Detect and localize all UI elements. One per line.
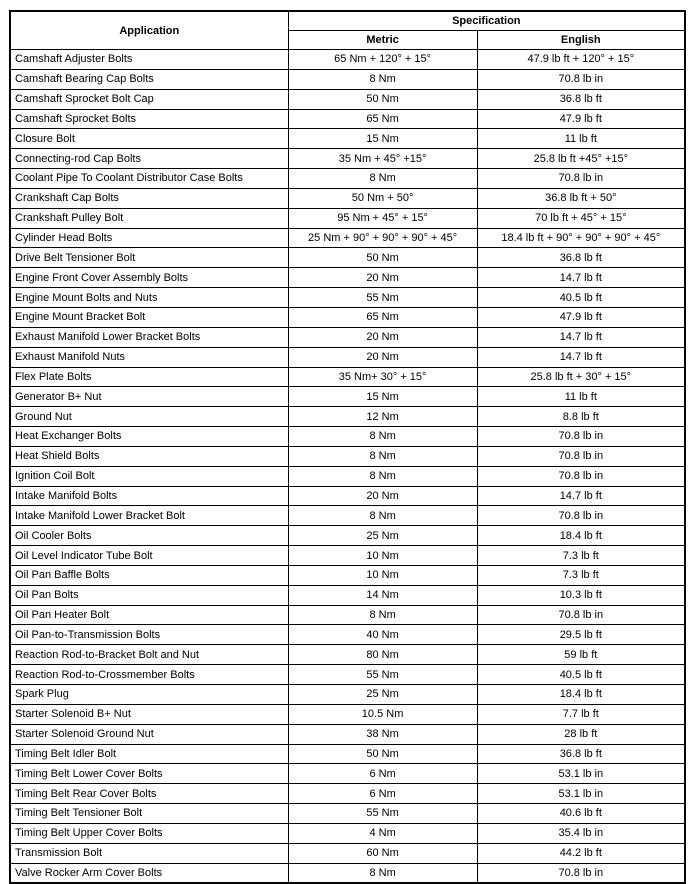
application-cell: Engine Front Cover Assembly Bolts <box>10 268 288 288</box>
table-row <box>10 427 685 447</box>
table-row <box>10 347 685 367</box>
column-header-specification: Specification <box>288 11 685 31</box>
metric-value-cell: 60 Nm <box>288 843 477 863</box>
english-value-cell: 25.8 lb ft + 30° + 15° <box>477 367 685 387</box>
metric-value-cell: 80 Nm <box>288 645 477 665</box>
table-row <box>10 526 685 546</box>
table-row <box>10 208 685 228</box>
english-value-cell: 14.7 lb ft <box>477 347 685 367</box>
english-value-cell: 70.8 lb in <box>477 605 685 625</box>
table-row <box>10 546 685 566</box>
metric-value-cell: 50 Nm <box>288 248 477 268</box>
metric-value-cell: 8 Nm <box>288 427 477 447</box>
english-value-cell: 70.8 lb in <box>477 427 685 447</box>
application-cell: Crankshaft Cap Bolts <box>10 188 288 208</box>
application-cell: Ignition Coil Bolt <box>10 466 288 486</box>
application-cell: Oil Pan Baffle Bolts <box>10 565 288 585</box>
application-cell: Reaction Rod-to-Bracket Bolt and Nut <box>10 645 288 665</box>
table-row <box>10 506 685 526</box>
torque-spec-table <box>9 10 686 884</box>
english-value-cell: 70.8 lb in <box>477 466 685 486</box>
metric-value-cell: 8 Nm <box>288 863 477 883</box>
application-cell: Camshaft Adjuster Bolts <box>10 50 288 70</box>
table-row <box>10 863 685 883</box>
english-value-cell: 70.8 lb in <box>477 169 685 189</box>
english-value-cell: 59 lb ft <box>477 645 685 665</box>
english-value-cell: 70.8 lb in <box>477 446 685 466</box>
table-row <box>10 625 685 645</box>
metric-value-cell: 8 Nm <box>288 446 477 466</box>
metric-value-cell: 8 Nm <box>288 169 477 189</box>
application-cell: Exhaust Manifold Lower Bracket Bolts <box>10 327 288 347</box>
application-cell: Oil Level Indicator Tube Bolt <box>10 546 288 566</box>
metric-value-cell: 4 Nm <box>288 823 477 843</box>
english-value-cell: 14.7 lb ft <box>477 268 685 288</box>
application-cell: Timing Belt Idler Bolt <box>10 744 288 764</box>
application-cell: Intake Manifold Bolts <box>10 486 288 506</box>
metric-value-cell: 8 Nm <box>288 69 477 89</box>
application-cell: Valve Rocker Arm Cover Bolts <box>10 863 288 883</box>
metric-value-cell: 12 Nm <box>288 407 477 427</box>
english-value-cell: 44.2 lb ft <box>477 843 685 863</box>
metric-value-cell: 55 Nm <box>288 288 477 308</box>
metric-value-cell: 35 Nm + 45° +15° <box>288 149 477 169</box>
english-value-cell: 7.3 lb ft <box>477 565 685 585</box>
table-row <box>10 605 685 625</box>
metric-value-cell: 8 Nm <box>288 466 477 486</box>
table-row <box>10 764 685 784</box>
english-value-cell: 29.5 lb ft <box>477 625 685 645</box>
column-header-metric: Metric <box>288 31 477 50</box>
metric-value-cell: 20 Nm <box>288 347 477 367</box>
application-cell: Reaction Rod-to-Crossmember Bolts <box>10 665 288 685</box>
application-cell: Drive Belt Tensioner Bolt <box>10 248 288 268</box>
application-cell: Generator B+ Nut <box>10 387 288 407</box>
application-cell: Crankshaft Pulley Bolt <box>10 208 288 228</box>
application-cell: Spark Plug <box>10 685 288 705</box>
table-row <box>10 585 685 605</box>
application-cell: Starter Solenoid Ground Nut <box>10 724 288 744</box>
metric-value-cell: 95 Nm + 45° + 15° <box>288 208 477 228</box>
english-value-cell: 7.7 lb ft <box>477 704 685 724</box>
application-cell: Oil Pan Bolts <box>10 585 288 605</box>
table-row <box>10 248 685 268</box>
table-row <box>10 843 685 863</box>
table-row <box>10 565 685 585</box>
table-row <box>10 486 685 506</box>
table-row <box>10 228 685 248</box>
header-row-specification <box>10 11 685 31</box>
table-row <box>10 823 685 843</box>
english-value-cell: 70.8 lb in <box>477 506 685 526</box>
metric-value-cell: 20 Nm <box>288 268 477 288</box>
metric-value-cell: 25 Nm <box>288 685 477 705</box>
application-cell: Timing Belt Upper Cover Bolts <box>10 823 288 843</box>
english-value-cell: 36.8 lb ft <box>477 248 685 268</box>
english-value-cell: 18.4 lb ft <box>477 685 685 705</box>
application-cell: Camshaft Bearing Cap Bolts <box>10 69 288 89</box>
application-cell: Coolant Pipe To Coolant Distributor Case Bolts <box>10 169 288 189</box>
application-cell: Closure Bolt <box>10 129 288 149</box>
metric-value-cell: 35 Nm+ 30° + 15° <box>288 367 477 387</box>
metric-value-cell: 14 Nm <box>288 585 477 605</box>
english-value-cell: 53.1 lb in <box>477 764 685 784</box>
english-value-cell: 14.7 lb ft <box>477 486 685 506</box>
table-row <box>10 665 685 685</box>
metric-value-cell: 8 Nm <box>288 506 477 526</box>
table-row <box>10 149 685 169</box>
table-row <box>10 744 685 764</box>
application-cell: Exhaust Manifold Nuts <box>10 347 288 367</box>
application-cell: Heat Exchanger Bolts <box>10 427 288 447</box>
english-value-cell: 47.9 lb ft + 120° + 15° <box>477 50 685 70</box>
table-row <box>10 288 685 308</box>
table-row <box>10 169 685 189</box>
application-cell: Ground Nut <box>10 407 288 427</box>
metric-value-cell: 25 Nm + 90° + 90° + 90° + 45° <box>288 228 477 248</box>
english-value-cell: 11 lb ft <box>477 129 685 149</box>
english-value-cell: 40.5 lb ft <box>477 665 685 685</box>
metric-value-cell: 38 Nm <box>288 724 477 744</box>
table-body <box>10 50 685 884</box>
table-row <box>10 784 685 804</box>
english-value-cell: 18.4 lb ft + 90° + 90° + 90° + 45° <box>477 228 685 248</box>
application-cell: Timing Belt Tensioner Bolt <box>10 804 288 824</box>
table-row <box>10 129 685 149</box>
column-header-english: English <box>477 31 685 50</box>
metric-value-cell: 65 Nm <box>288 109 477 129</box>
application-cell: Timing Belt Lower Cover Bolts <box>10 764 288 784</box>
metric-value-cell: 10.5 Nm <box>288 704 477 724</box>
english-value-cell: 40.6 lb ft <box>477 804 685 824</box>
application-cell: Starter Solenoid B+ Nut <box>10 704 288 724</box>
application-cell: Oil Cooler Bolts <box>10 526 288 546</box>
table-row <box>10 268 685 288</box>
table-row <box>10 89 685 109</box>
metric-value-cell: 10 Nm <box>288 546 477 566</box>
english-value-cell: 18.4 lb ft <box>477 526 685 546</box>
metric-value-cell: 50 Nm <box>288 744 477 764</box>
table-row <box>10 109 685 129</box>
table-row <box>10 367 685 387</box>
metric-value-cell: 65 Nm + 120° + 15° <box>288 50 477 70</box>
english-value-cell: 36.8 lb ft <box>477 89 685 109</box>
english-value-cell: 47.9 lb ft <box>477 109 685 129</box>
application-cell: Transmission Bolt <box>10 843 288 863</box>
english-value-cell: 14.7 lb ft <box>477 327 685 347</box>
application-cell: Oil Pan-to-Transmission Bolts <box>10 625 288 645</box>
table-row <box>10 645 685 665</box>
english-value-cell: 25.8 lb ft +45° +15° <box>477 149 685 169</box>
english-value-cell: 47.9 lb ft <box>477 307 685 327</box>
table-row <box>10 685 685 705</box>
application-cell: Camshaft Sprocket Bolts <box>10 109 288 129</box>
english-value-cell: 36.8 lb ft <box>477 744 685 764</box>
metric-value-cell: 6 Nm <box>288 764 477 784</box>
application-cell: Camshaft Sprocket Bolt Cap <box>10 89 288 109</box>
application-cell: Flex Plate Bolts <box>10 367 288 387</box>
table-row <box>10 387 685 407</box>
table-row <box>10 188 685 208</box>
english-value-cell: 8.8 lb ft <box>477 407 685 427</box>
table-row <box>10 724 685 744</box>
table-row <box>10 466 685 486</box>
english-value-cell: 70 lb ft + 45° + 15° <box>477 208 685 228</box>
metric-value-cell: 6 Nm <box>288 784 477 804</box>
table-header <box>10 11 685 50</box>
metric-value-cell: 10 Nm <box>288 565 477 585</box>
english-value-cell: 70.8 lb in <box>477 69 685 89</box>
metric-value-cell: 50 Nm + 50° <box>288 188 477 208</box>
english-value-cell: 70.8 lb in <box>477 863 685 883</box>
metric-value-cell: 40 Nm <box>288 625 477 645</box>
english-value-cell: 36.8 lb ft + 50° <box>477 188 685 208</box>
metric-value-cell: 15 Nm <box>288 387 477 407</box>
application-cell: Timing Belt Rear Cover Bolts <box>10 784 288 804</box>
metric-value-cell: 8 Nm <box>288 605 477 625</box>
english-value-cell: 35.4 lb in <box>477 823 685 843</box>
english-value-cell: 11 lb ft <box>477 387 685 407</box>
metric-value-cell: 55 Nm <box>288 665 477 685</box>
application-cell: Connecting-rod Cap Bolts <box>10 149 288 169</box>
table-row <box>10 69 685 89</box>
application-cell: Oil Pan Heater Bolt <box>10 605 288 625</box>
english-value-cell: 28 lb ft <box>477 724 685 744</box>
application-cell: Intake Manifold Lower Bracket Bolt <box>10 506 288 526</box>
english-value-cell: 10.3 lb ft <box>477 585 685 605</box>
metric-value-cell: 15 Nm <box>288 129 477 149</box>
metric-value-cell: 20 Nm <box>288 327 477 347</box>
metric-value-cell: 65 Nm <box>288 307 477 327</box>
english-value-cell: 40.5 lb ft <box>477 288 685 308</box>
metric-value-cell: 55 Nm <box>288 804 477 824</box>
metric-value-cell: 25 Nm <box>288 526 477 546</box>
metric-value-cell: 20 Nm <box>288 486 477 506</box>
table-row <box>10 704 685 724</box>
table-row <box>10 327 685 347</box>
column-header-application: Application <box>10 11 288 50</box>
english-value-cell: 53.1 lb in <box>477 784 685 804</box>
table-row <box>10 804 685 824</box>
table-row <box>10 446 685 466</box>
application-cell: Engine Mount Bolts and Nuts <box>10 288 288 308</box>
english-value-cell: 7.3 lb ft <box>477 546 685 566</box>
metric-value-cell: 50 Nm <box>288 89 477 109</box>
application-cell: Engine Mount Bracket Bolt <box>10 307 288 327</box>
application-cell: Heat Shield Bolts <box>10 446 288 466</box>
table-row <box>10 50 685 70</box>
table-row <box>10 307 685 327</box>
application-cell: Cylinder Head Bolts <box>10 228 288 248</box>
table-row <box>10 407 685 427</box>
